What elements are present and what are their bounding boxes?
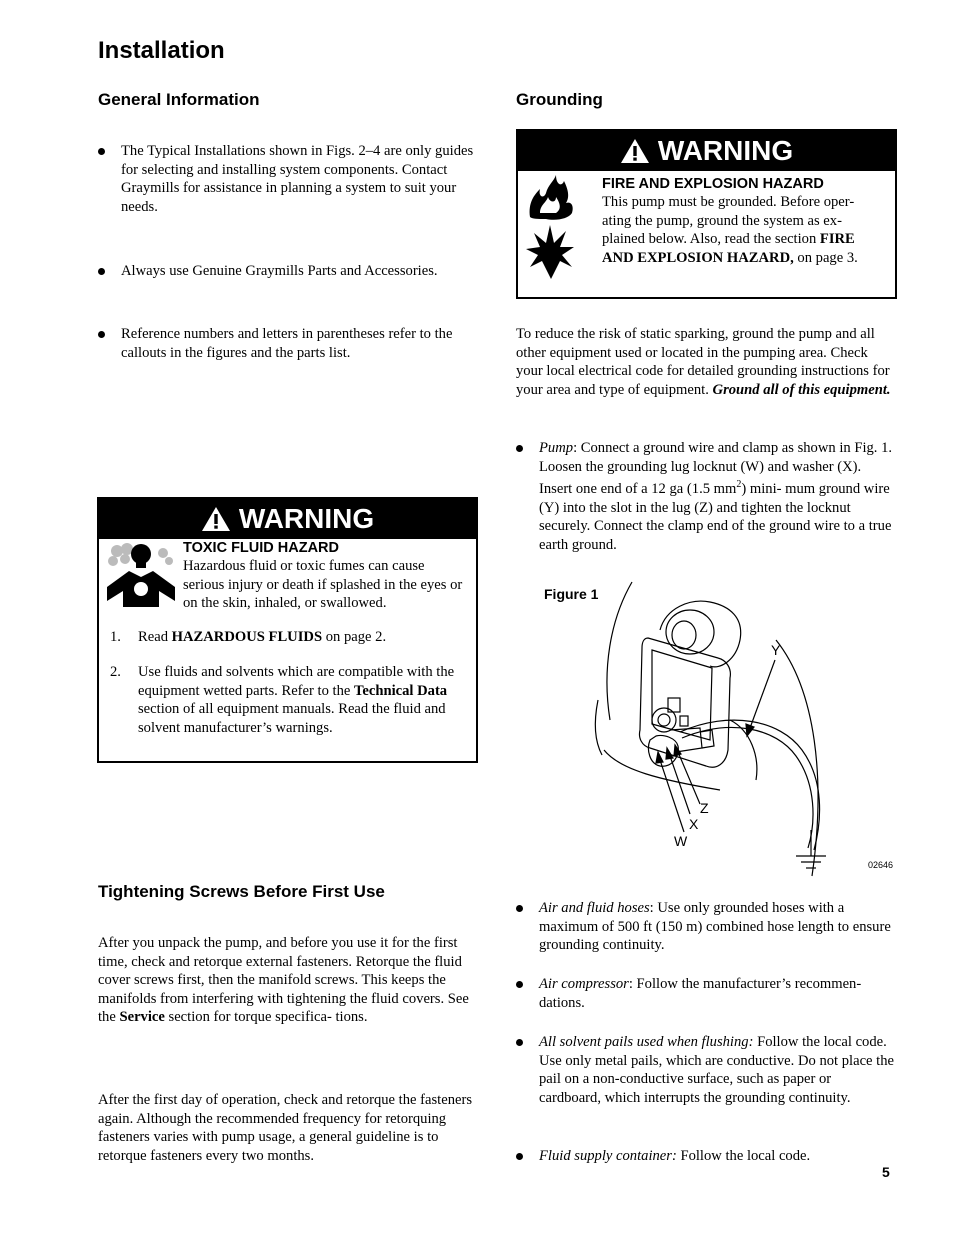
toxic-fumes-icon — [105, 541, 177, 609]
fire-explosion-warning-box — [516, 129, 897, 299]
callout-w: W — [674, 833, 688, 849]
fluid-supply-bullet: Fluid supply container: Follow the local code. — [516, 1147, 894, 1166]
callout-y: Y — [771, 642, 781, 658]
pump-bullet: Pump: Connect a ground wire and clamp as shown in Fig. 1. Loosen the grounding lug locknut (W) and washer (X). Insert one end of a 12 ga (1.5 $mm^2$) mini- mum ground wire (Y) into the slot in the lug (Z) and tighten the locknut securely. Connect the clamp end of the ground wire to a true earth ground. — [516, 439, 894, 554]
general-bullet-3: Reference numbers and letters in parentheses refer to the callouts in the figures and the parts list. — [98, 325, 482, 362]
general-bullet-2: Always use Genuine Graymills Parts and Accessories. — [98, 262, 482, 281]
bullet-icon — [516, 905, 523, 912]
warning-triangle-icon — [201, 506, 231, 532]
toxic-item-1: 1. Read HAZARDOUS FLUIDS on page 2. — [110, 629, 387, 645]
figure-label: Figure 1 — [544, 586, 599, 602]
page-title: Installation — [98, 37, 225, 64]
toxic-fluid-warning-box — [97, 497, 478, 763]
bullet-icon — [98, 268, 105, 275]
toxic-hazard-title: TOXIC FLUID HAZARD — [183, 540, 340, 556]
bullet-icon — [516, 981, 523, 988]
fire-hazard-title: FIRE AND EXPLOSION HAZARD — [602, 176, 824, 192]
bullet-icon — [516, 1153, 523, 1160]
warning-triangle-icon — [620, 138, 650, 164]
bullet-icon — [98, 148, 105, 155]
toxic-hazard-text: Hazardous fluid or toxic fumes can cause serious injury or death if splashed in the eyes or on the skin, inhaled, or swallowed. — [183, 558, 463, 612]
bullet-icon — [98, 331, 105, 338]
toxic-item-2: 2. Use fluids and solvents which are compatible with the equipment wetted parts. Refer to the Technical Data section of all equipment manuals. Read the fluid and solvent manufacturer’s warnings. — [110, 664, 455, 736]
tightening-paragraph-1: After you unpack the pump, and before you use it for the first time, check and retorque external fasteners. Retorque the fluid cover screws first, then the manifold screws. This keeps the manifolds from interfering with tightening the fluid covers. See the Service section for torque specifica- tions. — [98, 935, 469, 1026]
general-information-heading: General Information — [98, 90, 260, 109]
grounding-figure — [580, 580, 900, 880]
tightening-heading: Tightening Screws Before First Use — [98, 882, 385, 901]
page-number: 5 — [882, 1164, 890, 1180]
tightening-paragraph-2: After the first day of operation, check and retorque the fasteners again. Although the recommended frequency for retorquing fasteners varies with pump usage, a general guideline is to retorque fasteners every two months. — [98, 1092, 473, 1164]
grounding-heading: Grounding — [516, 90, 603, 109]
solvent-pails-bullet: All solvent pails used when flushing: Follow the local code. Use only metal pails, which are conductive. Do not place the pail on a non-conductive surface, such as paper or cardboard, which interrupts the grounding continuity. — [516, 1033, 894, 1107]
figure-number: 02646 — [868, 860, 894, 870]
fire-hazard-text: This pump must be grounded. Before oper- ating the pump, ground the system as ex- plained below. Also, read the section FIRE AND EXPLOSION HAZARD, on page 3. — [602, 194, 858, 266]
grounding-intro: To reduce the risk of static sparking, ground the pump and all other equipment used or located in the pumping area. Check your local electrical code for detailed grounding instructions for your area and type of equipment. Ground all of this equipment. — [516, 326, 891, 398]
hoses-bullet: Air and fluid hoses: Use only grounded hoses with a maximum of 500 ft (150 m) combined hose length to ensure grounding continuity. — [516, 899, 894, 955]
callout-x: X — [689, 816, 699, 832]
bullet-icon — [516, 445, 523, 452]
warning-banner: WARNING — [518, 131, 895, 171]
warning-banner: WARNING — [99, 499, 476, 539]
bullet-icon — [516, 1039, 523, 1046]
callout-z: Z — [700, 800, 709, 816]
fire-icon — [526, 173, 576, 283]
general-bullet-1: The Typical Installations shown in Figs. 2–4 are only guides for selecting and installing system components. Contact Graymills for assistance in planning a system to suit your needs. — [98, 142, 482, 216]
compressor-bullet: Air compressor: Follow the manufacturer’s recommen- dations. — [516, 975, 894, 1012]
